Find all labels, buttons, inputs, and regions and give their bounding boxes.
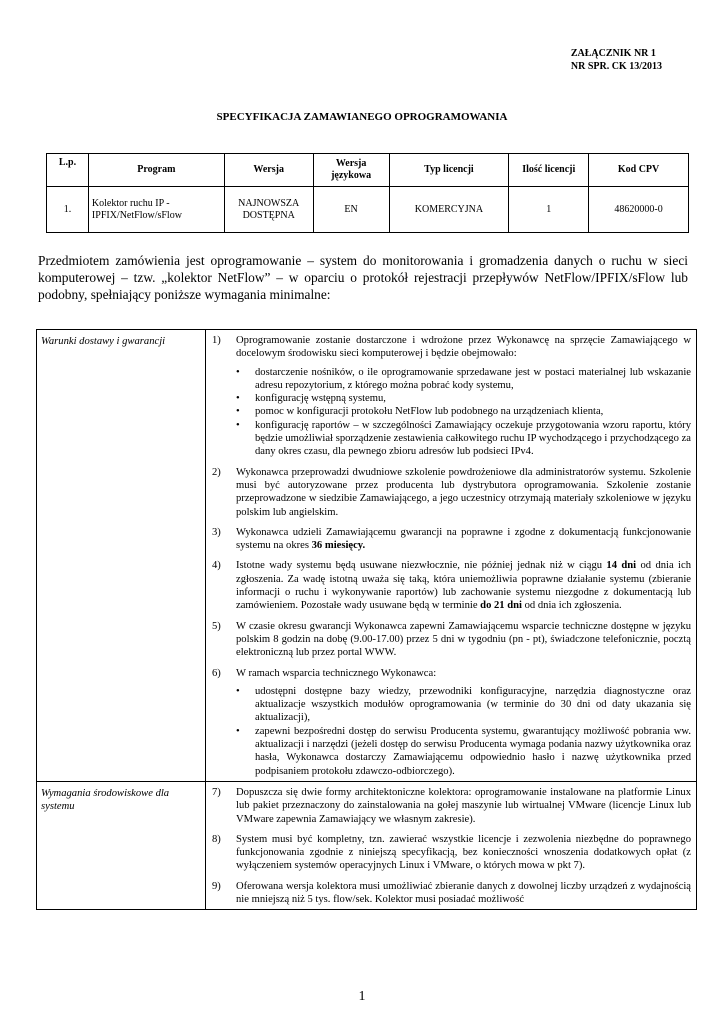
bullet-item: • konfigurację raportów – w szczególności Zamawiający oczekuje przygotowania wzoru raportu, który będzie umożliwiał sporządzenie zestawienia całkowitego ruchu IP wychodzącego i przychodzącego za dany okres czasu, dla pewnego zbioru adresów lub podsieci IPv4. [236, 419, 691, 458]
list-item: 7) Dopuszcza się dwie formy architektoniczne kolektora: oprogramowanie instalowane na platformie Linux lub pakiet przeznaczony do zainstalowania na gołej maszynie lub wirtualnej VMware (licencje Linux lub VMware zapewnia Zamawiający we własnym zakresie). [212, 786, 691, 825]
bullet-list [236, 366, 691, 459]
col-header-lp: L.p. [47, 154, 89, 187]
col-header-cpv: Kod CPV [589, 154, 689, 187]
cell-license-type: KOMERCYJNA [389, 187, 509, 233]
case-number: NR SPR. CK 13/2013 [570, 61, 662, 72]
license-table-header [47, 154, 689, 187]
intro-paragraph: Przedmiotem zamówienia jest oprogramowanie – system do monitorowania i gromadzenia danych o ruchu w sieci komputerowej – tzw. „kolektor NetFlow” – w oparciu o protokół rejestracji przepływów NetFlow/IPFIX/sFlow lub podobny, spełniający poniższe wymagania minimalne: [38, 253, 688, 302]
list-item: 9) Oferowana wersja kolektora musi umożliwiać zbieranie danych z dowolnej liczby urządzeń z wydajnością nie mniejszą niż 5 tys. flow/sek. Kolektor musi posiadać możliwość [212, 880, 691, 905]
section-label: Wymagania środowiskowe dla systemu [37, 781, 206, 909]
cell-language: EN [313, 187, 389, 233]
list-item: 5) W czasie okresu gwarancji Wykonawca zapewni Zamawiającemu wsparcie techniczne dostępne w języku polskim 8 godzin na dobę (9.00-17.00) przez 5 dni w tygodniu (pn - pt), świadczone telefonicznie, pocztą elektroniczną lub przez portal WWW. [212, 620, 691, 659]
col-header-language: Wersja językowa [313, 154, 389, 187]
col-header-program: Program [88, 154, 224, 187]
list-item: 4) Istotne wady systemu będą usuwane niezwłocznie, nie później jednak niż w ciągu 14 dni od dnia ich zgłoszenia. Za wadę istotną uważa się taką, która uniemożliwia poprawne działanie systemu (zbieranie informacji o ruchu i wykonywanie raportów) lub zachowanie systemu niezgodne z dokumentacją lub zamówieniem. Pozostałe wady usuwane będą w terminie do 21 dni od dnia ich zgłoszenia. [212, 560, 691, 612]
document-title: SPECYFIKACJA ZAMAWIANEGO OPROGRAMOWANIA [216, 111, 508, 123]
attachment-header [571, 47, 662, 73]
bullet-item: • zapewni bezpośredni dostęp do serwisu Producenta systemu, gwarantujący możliwość pobrania ww. aktualizacji i narzędzi (jeżeli dostęp do serwisu Producenta wymaga podania nazwy użytkownika oraz hasła, Wykonawca dostarczy Zamawiającemu odpowiednio hasło i nazwę użytkownika przed podpisaniem protokołu zdawczo-odbiorczego). [236, 725, 691, 777]
col-header-version: Wersja [224, 154, 313, 187]
cell-version: NAJNOWSZA DOSTĘPNA [224, 187, 313, 233]
bullet-item: • udostępni dostępne bazy wiedzy, przewodniki konfiguracyjne, narzędzia diagnostyczne oraz aktualizacje wszystkich modułów oprogramowania (w terminie do 30 dni od daty ukazania się aktualizacji), [236, 685, 691, 724]
bullet-item: • pomoc w konfiguracji protokołu NetFlow lub podobnego na urządzeniach klienta, [236, 406, 604, 418]
table-row [47, 187, 689, 233]
bullet-list [236, 685, 691, 778]
list-item: 6) W ramach wsparcia technicznego Wykonawca: • udostępni dostępne bazy wiedzy, przewodniki konfiguracyjne, narzędzia diagnostyczne oraz aktualizacje wszystkich modułów oprogramowania (w terminie do 30 dni od daty ukazania się aktualizacji), • zapewni bezpośredni dostęp do serwisu Producenta systemu, gwarantujący możliwość pobrania ww. aktualizacji i narzędzi (jeżeli dostęp do serwisu Producenta wymaga podania nazwy użytkownika oraz hasła, Wykonawca dostarczy Zamawiającemu odpowiednio hasło i nazwę użytkownika przed podpisaniem protokołu zdawczo-odbiorczego). [212, 667, 691, 777]
bullet-item: • dostarczenie nośników, o ile oprogramowanie sprzedawane jest w postaci materialnej lub wskazanie adresu repozytorium, z którego można pobrać kody systemu, [236, 366, 691, 391]
bullet-item: • konfigurację wstępną systemu, [236, 393, 386, 405]
section-label: Warunki dostawy i gwarancji [37, 330, 206, 782]
cell-license-count: 1 [509, 187, 589, 233]
section-environment [37, 781, 697, 909]
list-item: 2) Wykonawca przeprowadzi dwudniowe szkolenie powdrożeniowe dla administratorów systemu. Szkolenie musi być autoryzowane przez producenta lub dystrybutora oprogramowania. Szkolenie zostanie przeprowadzone w siedzibie Zamawiającego, a jego uczestnicy otrzymają materiały szkoleniowe w języku polskim lub angielskim. [212, 466, 691, 518]
list-item: 3) Wykonawca udzieli Zamawiającemu gwarancji na poprawne i zgodne z dokumentacją funkcjonowanie systemu na okres 36 miesięcy. [212, 526, 691, 552]
section-delivery [37, 330, 697, 782]
license-table [46, 153, 689, 233]
cell-lp: 1. [47, 187, 89, 233]
requirements-table [36, 329, 697, 910]
list-item: 1) Oprogramowanie zostanie dostarczone i wdrożone przez Wykonawcę na sprzęcie Zamawiającego w docelowym środowisku sieci komputerowej i będzie obejmowało: • dostarczenie nośników, o ile oprogramowanie sprzedawane jest w postaci materialnej lub wskazanie adresu repozytorium, z którego można pobrać kody systemu, • konfigurację wstępną systemu, • pomoc w konfiguracji protokołu NetFlow lub podobnego na urządzeniach klienta, • konfigurację raportów – w szczególności Zamawiający oczekuje przygotowania wzoru raportu, który będzie umożliwiał sporządzenie zestawienia całkowitego ruchu IP wychodzącego i przychodzącego za dany okres czasu, dla pewnego zbioru adresów lub podsieci IPv4. [212, 335, 691, 458]
col-header-license-type: Typ licencji [389, 154, 509, 187]
page-number: 1 [358, 989, 366, 1004]
attachment-number: ZAŁĄCZNIK NR 1 [570, 48, 656, 59]
col-header-license-count: Ilość licencji [509, 154, 589, 187]
section-content [206, 781, 697, 909]
cell-cpv: 48620000-0 [589, 187, 689, 233]
cell-program: Kolektor ruchu IP - IPFIX/NetFlow/sFlow [88, 187, 224, 233]
list-item: 8) System musi być kompletny, tzn. zawierać wszystkie licencje i zezwolenia niezbędne do poprawnego funkcjonowania zgodnie z niniejszą specyfikacją, bez konieczności wnoszenia dodatkowych opłat (z wyłączeniem systemów operacyjnych Linux i VMware, o których mowa w pkt 7). [212, 833, 691, 872]
section-content [206, 330, 697, 782]
